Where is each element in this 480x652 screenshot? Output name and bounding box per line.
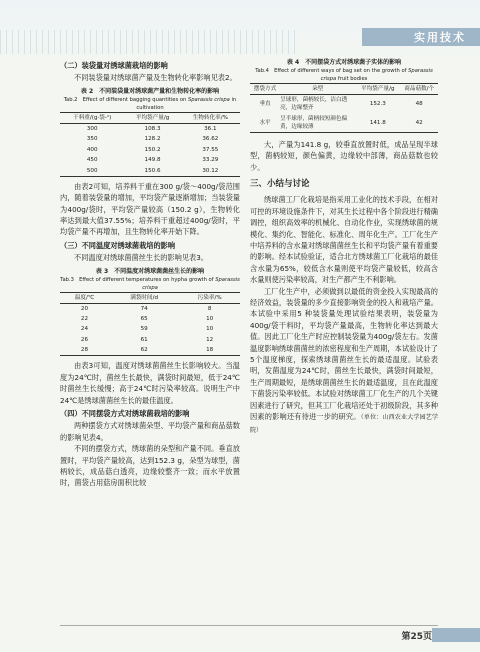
footer-rule (60, 625, 438, 626)
column-header: 商品菇数/个 (400, 84, 438, 95)
table-row: 450 149.8 33.29 (86, 157, 219, 164)
table-row: 300 108.3 36.1 (86, 126, 217, 132)
table-row: 垂直 呈球形，菌柄较长，洁白透亮，边缘整齐 152.3 48 (259, 97, 423, 112)
section-label: 实用技术 (414, 31, 466, 44)
paragraph: 两种摆袋方式对绣球菌朵型、平均袋产量和商品菇数的影响见表4。 (60, 421, 240, 442)
table2 (60, 112, 240, 177)
table-row: 400 150.2 37.55 (86, 146, 219, 153)
paragraph: 工厂化生产中，必须做到以最低的资金投入实现最高的经济效益，装袋量的多少直接影响资金的投入和栽培产量。本试验中采用5 种装袋量处理试验结果表明，装袋量为400g/袋干料时，平均袋产量最高，生物转化率达到最大值。因此工厂化生产时应控制装袋量为400g/袋左右。发菌温度影响绣球菌菌丝的浓密程度和生产周期，本试验设计了5个温度梯度，探索绣球菌菌丝生长的最适温度。试验表明，发菌温度为24℃时，菌丝生长最快，满袋时间最短，生产周期最短，是绣球菌菌丝生长的最适温度，且在此温度下菌袋污染率较低。本试验对绣球菌工厂化生产的几个关键因素进行了研究，但其工厂化栽培还处于初级阶段，其多种因素的影响还有待进一步的研究。（单位：山西农业大学园艺学院） (250, 286, 438, 434)
table-row: 24 59 10 (80, 326, 214, 333)
subsection-2-title: （二）装袋量对绣球菌栽培的影响 (60, 61, 168, 70)
table-row: 500 150.6 30.12 (86, 167, 219, 174)
table4-caption-en: Tab.4 Effect of different ways of bag set on the growth of Sparassis crispa fruit bodies (255, 68, 433, 82)
subsection-3-title: （三）不同温度对绣球菌栽培的影响 (60, 240, 176, 250)
left-column (60, 58, 240, 489)
paragraph: 大，产量为141.8 g，较垂直放置时低，成品呈现半球型，菌柄较短，颜色偏黄，边缘较中部薄，商品菇数也较少。 (250, 139, 438, 172)
table3-caption: 表 3 不同温度对绣球菌菌丝生长的影响 (95, 267, 205, 275)
table-row: 22 65 10 (80, 316, 214, 323)
table-header-row (60, 292, 240, 303)
column-header: 平均袋产量/g (124, 112, 180, 123)
column-header: 摆袋方式 (250, 84, 280, 95)
column-header: 干料重/(g·袋-¹) (60, 112, 124, 123)
table3 (60, 292, 240, 357)
column-header: 污染率/% (179, 292, 240, 303)
author-affiliation: （单位：山西农业大学园艺学院） (250, 414, 438, 434)
table-row: 26 61 12 (80, 336, 214, 343)
table-header-row (250, 84, 438, 95)
page-number: 第25页 (401, 632, 432, 642)
page-number-bar (432, 628, 480, 642)
section-tag (362, 28, 480, 46)
table-row: 20 74 8 (80, 305, 212, 312)
paragraph: 由表3可知，温度对绣球菌菌丝生长影响较大。当温度为24℃时，菌丝生长最快，满袋时间最短，低于24℃时菌丝生长缓慢；高于24℃时污染率较高。说明生产中24℃是绣球菌菌丝生长的最佳温度。 (60, 361, 240, 405)
paragraph: 不同装袋量对绣球菌产量及生物转化率影响见表2。 (74, 73, 237, 83)
section-3-title: 三、小结与讨论 (250, 178, 310, 189)
table-row: 水平 呈半球形，菌柄较短颜色偏黄，边缘较薄 141.8 42 (259, 115, 423, 130)
paragraph: 绣球菌工厂化栽培是指采用工业化的技术手段，在相对可控的环境设施条件下，对其生长过程中各个阶段进行精确调控，组织高效率的机械化、自动化作业，实现绣球菌的规模化、集约化、智能化、标准化、周年化生产。工厂化生产中培养料的含水量对绣球菌菌丝生长和平均袋产量有着重要的影响。经本试验验证，适合北方绣球菌工厂化栽培的最佳含水量为65%，较低含水量则使平均袋产量较低，较高含水量则使污染率较高，对生产都产生不利影响。 (250, 195, 438, 285)
table3-caption-en: Tab.3 Effect of different temperatures on hypha growth of Sparassis crispa (60, 276, 240, 291)
column-header: 朵型 (280, 84, 355, 95)
table2-caption: 表 2 不同装袋量对绣球菌产量和生物转化率的影响 (80, 87, 220, 95)
header-decoration (0, 30, 300, 54)
table-row: 350 128.2 36.62 (86, 136, 219, 143)
column-header: 生物转化率/% (181, 112, 240, 123)
subsection-4-title: （四）不同摆袋方式对绣球菌栽培的影响 (60, 409, 190, 419)
paragraph: 不同的摆袋方式，绣球菌的朵型和产量不同。垂直放置时，平均袋产量较高，达到152.3 g，朵型为球型，菌柄较长，成品菇白透亮，边缘较整齐一致；而水平放置时，菌袋占用菇房面积比较 (60, 444, 240, 488)
column-header: 平均袋产量/g (355, 84, 400, 95)
table2-caption-en: Tab.2 Effect of different bagging quantities on Sparassis crispa in cultivation (63, 96, 237, 111)
table-header-row (60, 112, 240, 123)
paragraph: 由表2可知，培养料干重在300 g/袋～400g/袋范围内，随着装袋量的增加，平均袋产量逐渐增加；当装袋量为400g/袋时，平均袋产量较高（150.2 g），生物转化率达到最大值37.55%；培养料干重超过400g/袋时，平均袋产量不再增加，且生物转化率开始下降。 (60, 181, 240, 237)
paragraph: 不同温度对绣球菌菌丝生长的影响见表3。 (74, 253, 208, 263)
table4-caption: 表 4 不同摆袋方式对绣球菌子实体的影响 (286, 59, 402, 66)
column-header: 满袋时间/d (109, 292, 179, 303)
table-row: 28 62 18 (80, 347, 214, 354)
right-column (250, 58, 438, 436)
column-header: 温度/℃ (60, 292, 109, 303)
table4 (250, 83, 438, 133)
